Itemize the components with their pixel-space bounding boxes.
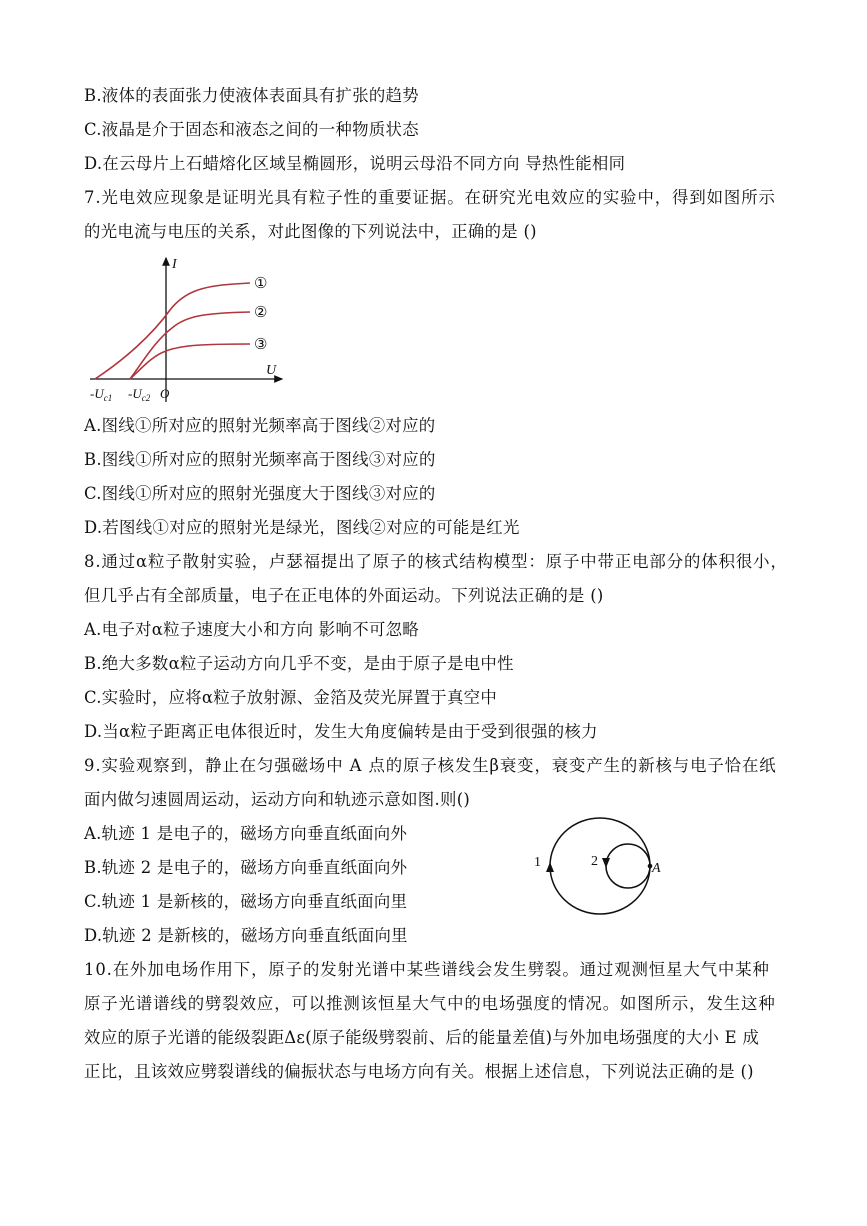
trajectory-2-label: 2 xyxy=(591,854,598,869)
point-a-label: A xyxy=(652,861,661,876)
q7-option-b: B.图线①所对应的照射光频率高于图线③对应的 xyxy=(84,450,436,469)
q8-stem-line1: 8.通过α粒子散射实验，卢瑟福提出了原子的核式结构模型：原子中带正电部分的体积很小， xyxy=(84,552,788,571)
q10-stem-line2: 原子光谱谱线的劈裂效应，可以推测该恒星大气中的电场强度的情况。如图所示，发生这种 xyxy=(84,994,776,1013)
trajectory-1-label: 1 xyxy=(534,855,541,870)
uc1-label: $-U_{c1}$ xyxy=(90,386,113,403)
q8-option-a: A.电子对α粒子速度大小和方向 影响不可忽略 xyxy=(84,620,419,639)
origin-label: O xyxy=(160,386,170,401)
decay-trajectory-diagram xyxy=(530,808,670,918)
q7-option-c: C.图线①所对应的照射光强度大于图线③对应的 xyxy=(84,484,436,503)
q10-stem-line1: 10.在外加电场作用下，原子的发射光谱中某些谱线会发生劈裂。通过观测恒星大气中某种 xyxy=(84,960,770,979)
q10-stem-line4: 正比，且该效应劈裂谱线的偏振状态与电场方向有关。根据上述信息，下列说法正确的是 () xyxy=(84,1062,754,1081)
q8-option-d: D.当α粒子距离正电体很近时，发生大角度偏转是由于受到很强的核力 xyxy=(84,722,598,741)
q6-option-c: C.液晶是介于固态和液态之间的一种物质状态 xyxy=(84,120,419,139)
q7-option-d: D.若图线①对应的照射光是绿光，图线②对应的可能是红光 xyxy=(84,518,520,537)
y-axis-label: I xyxy=(172,257,177,272)
uc2-label: $-U_{c2}$ xyxy=(128,386,151,403)
q7-option-a: A.图线①所对应的照射光频率高于图线②对应的 xyxy=(84,416,436,435)
q8-option-c: C.实验时，应将α粒子放射源、金箔及荧光屏置于真空中 xyxy=(84,688,498,707)
trajectory-2-arrow xyxy=(602,858,610,868)
curve-1 xyxy=(95,283,250,379)
q9-stem-line1: 9.实验观察到，静止在匀强磁场中 A 点的原子核发生β衰变，衰变产生的新核与电子恰在纸 xyxy=(84,756,777,775)
curve-3 xyxy=(130,344,250,379)
q6-option-d: D.在云母片上石蜡熔化区域呈椭圆形，说明云母沿不同方向 导热性能相同 xyxy=(84,154,626,173)
q6-option-b: B.液体的表面张力使液体表面具有扩张的趋势 xyxy=(84,86,419,105)
q9-option-c: C.轨迹 1 是新核的，磁场方向垂直纸面向里 xyxy=(84,892,408,911)
q7-stem-line1: 7.光电效应现象是证明光具有粒子性的重要证据。在研究光电效应的实验中，得到如图所示 xyxy=(84,188,776,207)
q9-option-d: D.轨迹 2 是新核的，磁场方向垂直纸面向里 xyxy=(84,926,408,945)
trajectory-1-arrow xyxy=(546,862,554,872)
q10-stem-line3: 效应的原子光谱的能级裂距Δε(原子能级劈裂前、后的能量差值)与外加电场强度的大小 E 成 xyxy=(84,1028,760,1047)
q9-option-b: B.轨迹 2 是电子的，磁场方向垂直纸面向外 xyxy=(84,858,408,877)
photocurrent-voltage-graph xyxy=(84,250,294,408)
q9-option-a: A.轨迹 1 是电子的，磁场方向垂直纸面向外 xyxy=(84,824,408,843)
x-axis-label: U xyxy=(266,363,277,378)
q8-option-b: B.绝大多数α粒子运动方向几乎不变，是由于原子是电中性 xyxy=(84,654,514,673)
curve-3-label: ③ xyxy=(254,337,268,353)
trajectory-2 xyxy=(606,844,650,888)
curve-1-label: ① xyxy=(254,276,268,292)
trajectory-1 xyxy=(550,818,650,914)
q7-stem-line2: 的光电流与电压的关系，对此图像的下列说法中，正确的是 () xyxy=(84,222,537,241)
q9-stem-line2: 面内做匀速圆周运动，运动方向和轨迹示意如图.则() xyxy=(84,790,471,809)
curve-2-label: ② xyxy=(254,305,268,321)
q8-stem-line2: 但几乎占有全部质量，电子在正电体的外面运动。下列说法正确的是 () xyxy=(84,586,604,605)
